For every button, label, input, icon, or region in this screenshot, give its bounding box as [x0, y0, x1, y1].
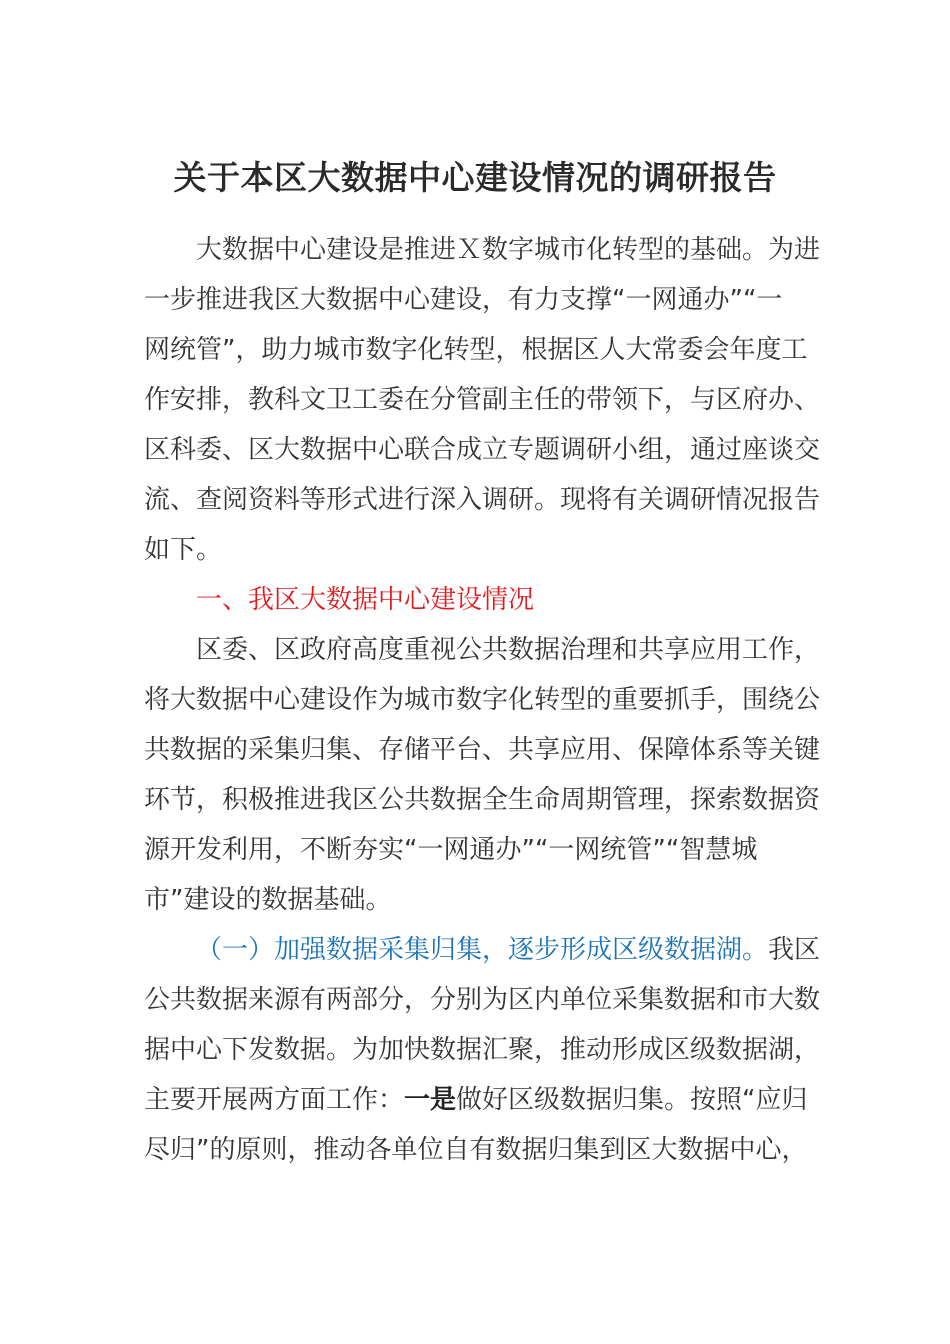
- emphasis-text: 一是: [404, 1085, 457, 1115]
- text-line: 作安排，教科文卫工委在分管副主任的带领下，与区府办、: [144, 385, 821, 415]
- section-heading: 一、我区大数据中心建设情况: [196, 585, 535, 615]
- text-line: 环节，积极推进我区公共数据全生命周期管理，探索数据资: [144, 785, 821, 815]
- text-run: 主要开展两方面工作：: [144, 1085, 405, 1115]
- text-line: [144, 925, 821, 975]
- document-body: [144, 225, 821, 1175]
- text-line: 源开发利用，不断夯实“一网通办”“一网统管”“智慧城: [144, 835, 758, 865]
- text-line: 大数据中心建设是推进Ｘ数字城市化转型的基础。为进: [196, 235, 821, 265]
- text-line: 如下。: [144, 535, 223, 565]
- text-line: 尽归”的原则，推动各单位自有数据归集到区大数据中心，: [144, 1135, 808, 1165]
- subsection1-paragraph: [144, 925, 821, 1175]
- text-line: [144, 1075, 808, 1125]
- document-title: 关于本区大数据中心建设情况的调研报告: [173, 158, 777, 197]
- text-line: 区委、区政府高度重视公共数据治理和共享应用工作，: [196, 635, 821, 665]
- text-line: 区科委、区大数据中心联合成立专题调研小组，通过座谈交: [144, 435, 821, 465]
- text-line: 将大数据中心建设作为城市数字化转型的重要抓手，围绕公: [144, 685, 821, 715]
- text-line: 流、查阅资料等形式进行深入调研。现将有关调研情况报告: [144, 485, 821, 515]
- subsection-heading: （一）加强数据采集归集，逐步形成区级数据湖。: [196, 935, 769, 965]
- text-line: 公共数据来源有两部分，分别为区内单位采集数据和市大数: [144, 985, 821, 1015]
- text-line: 市”建设的数据基础。: [144, 885, 392, 915]
- text-line: 一步推进我区大数据中心建设，有力支撑“一网通办”“一: [144, 285, 783, 315]
- text-run: 我区: [768, 935, 821, 965]
- section1-paragraph: [144, 625, 821, 925]
- text-line: 网统管”，助力城市数字化转型，根据区人大常委会年度工: [144, 335, 808, 365]
- intro-paragraph: [144, 225, 821, 575]
- text-run: 做好区级数据归集。按照“应归: [456, 1085, 808, 1115]
- text-line: 据中心下发数据。为加快数据汇聚，推动形成区级数据湖，: [144, 1035, 821, 1065]
- text-line: 共数据的采集归集、存储平台、共享应用、保障体系等关键: [144, 735, 821, 765]
